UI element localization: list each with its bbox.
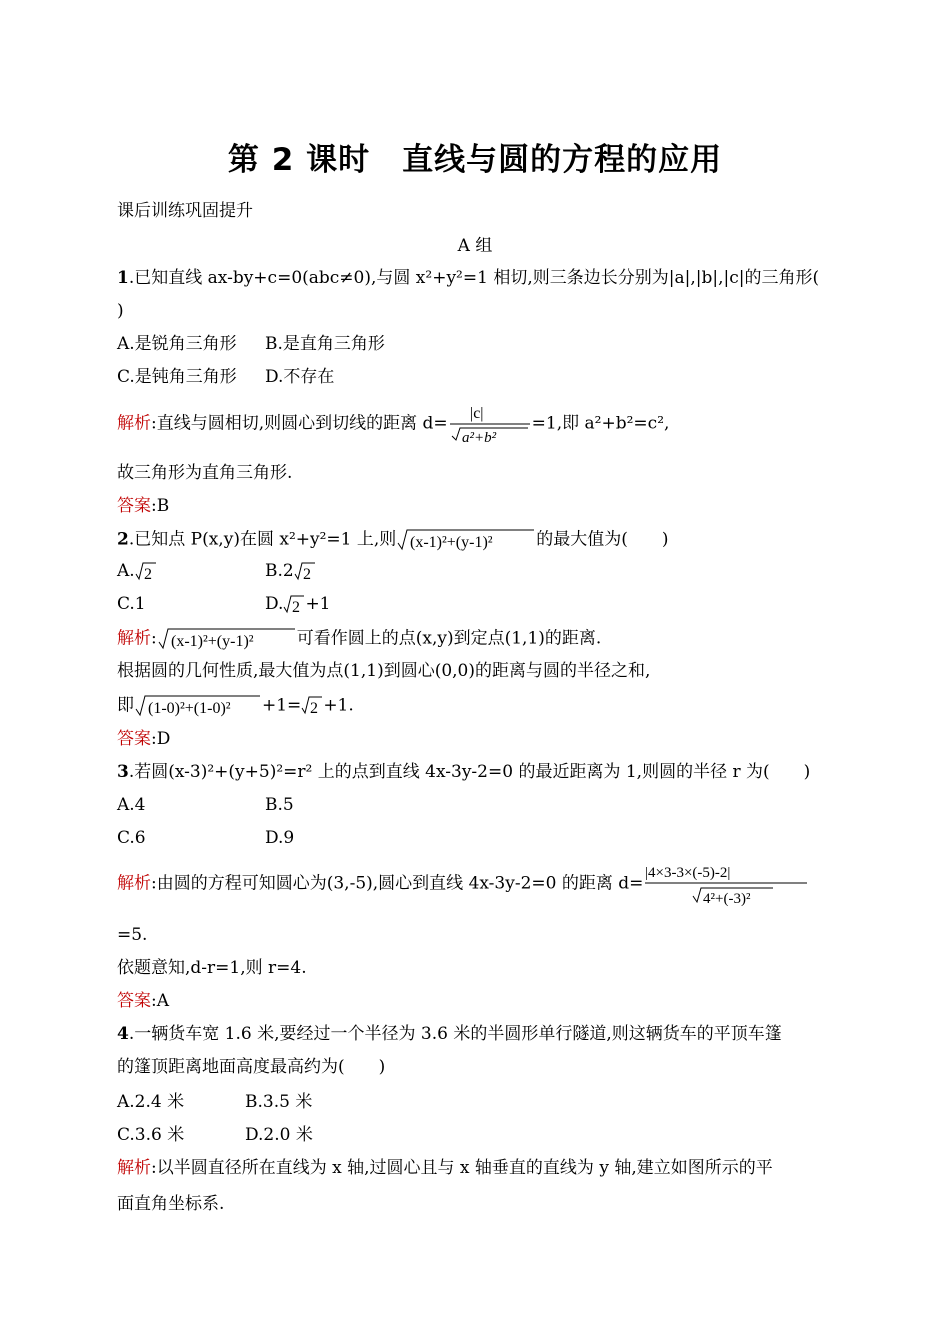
question-4	[117, 1023, 782, 1045]
answer-1	[117, 495, 169, 517]
page-title: 第 2 课时 直线与圆的方程的应用	[227, 142, 723, 178]
radicand: (x-1)²+(y-1)²	[410, 534, 493, 551]
option-d: D.2.0 米	[245, 1125, 313, 1145]
option-c: C.1	[117, 594, 146, 614]
analysis-1	[117, 860, 811, 908]
option-d: D.不存在	[265, 367, 335, 387]
question-text: .已知点 P(x,y)在圆 x²+y²=1 上,则	[128, 529, 397, 550]
fraction-numerator: |c|	[469, 405, 484, 422]
question-text: .若圆(x-3)²+(y+5)²=r² 上的点到直线 4x-3y-2=0 的最近距离为 1,则圆的半径 r 为( )	[128, 762, 811, 782]
answer-label: 答案	[117, 729, 151, 749]
analysis-text: :以半圆直径所在直线为 x 轴,过圆心且与 x 轴垂直的直线为 y 轴,建立如图所示的平	[151, 1158, 773, 1178]
analysis-label: 解析	[117, 873, 151, 894]
analysis-text: :由圆的方程可知圆心为(3,-5),圆心到直线 4x-3y-2=0 的距离 d=	[151, 873, 644, 894]
answer-label: 答案	[117, 991, 151, 1011]
options-row	[117, 593, 331, 616]
option-b: B.是直角三角形	[265, 334, 385, 354]
analysis-text: +1=	[262, 695, 302, 716]
sqrt-formula	[283, 594, 305, 616]
option-d-label: D.	[265, 594, 284, 614]
options-row	[117, 366, 334, 388]
sqrt-formula	[135, 561, 157, 583]
fraction-svg	[448, 402, 532, 446]
option-a: A.4	[117, 795, 146, 815]
question-text: .一辆货车宽 1.6 米,要经过一个半径为 3.6 米的半圆形单行隧道,则这辆货车的平顶车篷	[128, 1024, 782, 1044]
options-row	[117, 1091, 312, 1113]
answer-3	[117, 990, 169, 1012]
option-d-suffix: +1	[305, 594, 331, 614]
option-c: C.是钝角三角形	[117, 367, 237, 387]
answer-value: :D	[151, 729, 171, 749]
sqrt-formula	[301, 695, 323, 717]
fraction-formula	[643, 860, 811, 908]
option-b: B.5	[265, 795, 294, 815]
analysis-1	[117, 1157, 773, 1179]
option-a	[117, 560, 265, 583]
sqrt-svg	[157, 626, 297, 652]
question-3	[117, 761, 810, 783]
sqrt-formula	[157, 626, 297, 652]
option-b-label: B.2	[265, 561, 294, 581]
fraction-denominator: 4²+(-3)²	[703, 891, 751, 907]
analysis-text: =1,即 a²+b²=c²,	[531, 413, 670, 434]
radicand: (x-1)²+(y-1)²	[170, 633, 254, 650]
analysis-1: 解析: (x-1)²+(y-1)² 可看作圆上的点(x,y)到定点(1,1)的距离.	[117, 626, 601, 652]
question-number: 2	[117, 529, 129, 550]
group-label: A 组	[457, 236, 493, 256]
analysis-text: 即	[117, 695, 134, 716]
sqrt-svg	[396, 527, 536, 553]
options-row	[117, 560, 316, 583]
radicand: 2	[310, 700, 319, 717]
question-2	[117, 527, 669, 553]
analysis-2: 根据圆的几何性质,最大值为点(1,1)到圆心(0,0)的距离与圆的半径之和,	[117, 661, 651, 681]
option-c: C.3.6 米	[117, 1125, 185, 1145]
answer-2	[117, 728, 170, 750]
option-a: A.2.4 米	[117, 1092, 185, 1112]
option-a-label: A.	[117, 561, 135, 581]
option-c: C.6	[117, 828, 146, 848]
option-b: B.3.5 米	[245, 1092, 313, 1112]
option-a: A.是锐角三角形	[117, 334, 237, 354]
sqrt-svg	[283, 594, 305, 616]
radicand: (1-0)²+(1-0)²	[148, 700, 231, 717]
question-1-end: )	[117, 301, 124, 321]
option-b	[265, 560, 316, 583]
sqrt-formula	[294, 561, 316, 583]
fraction-denominator: a²+b²	[461, 430, 496, 446]
section-heading: 课后训练巩固提升	[117, 201, 253, 221]
question-1	[117, 267, 819, 289]
answer-label: 答案	[117, 496, 151, 516]
analysis-1	[117, 402, 669, 446]
sqrt-formula	[134, 693, 262, 719]
answer-value: :B	[151, 496, 170, 516]
sqrt-svg	[294, 561, 316, 583]
analysis-2: 面直角坐标系.	[117, 1194, 225, 1214]
analysis-label: 解析	[117, 1158, 151, 1178]
question-number: 4	[117, 1024, 129, 1044]
analysis-label: 解析	[117, 628, 151, 649]
option-d: D.9	[265, 828, 295, 848]
fraction-svg	[643, 860, 811, 908]
sqrt-formula	[396, 527, 536, 553]
analysis-3	[117, 693, 354, 719]
fraction-formula	[448, 402, 532, 446]
question-number: 1	[117, 268, 129, 288]
answer-value: :A	[151, 991, 170, 1011]
analysis-2: =5.	[117, 925, 148, 945]
question-4-cont: 的篷顶距离地面高度最高约为( )	[117, 1057, 386, 1077]
analysis-text: +1.	[323, 695, 354, 716]
option-d	[265, 593, 331, 616]
analysis-3: 依题意知,d-r=1,则 r=4.	[117, 958, 307, 978]
radicand: 2	[143, 565, 152, 583]
radicand: 2	[302, 565, 311, 583]
options-row	[117, 1124, 313, 1146]
question-text: 的最大值为( )	[536, 529, 669, 550]
options-row	[117, 333, 385, 355]
radicand: 2	[292, 598, 301, 616]
analysis-text: :直线与圆相切,则圆心到切线的距离 d=	[151, 413, 448, 434]
question-text: .已知直线 ax-by+c=0(abc≠0),与圆 x²+y²=1 相切,则三条边长分别为|a|,|b|,|c|的三角形(	[128, 268, 820, 288]
sqrt-svg	[135, 561, 157, 583]
options-row	[117, 827, 294, 849]
sqrt-svg	[134, 693, 262, 719]
sqrt-svg	[301, 695, 323, 717]
options-row	[117, 794, 294, 816]
analysis-label: 解析	[117, 413, 151, 434]
analysis-text: 可看作圆上的点(x,y)到定点(1,1)的距离.	[296, 628, 602, 649]
fraction-numerator: |4×3-3×(-5)-2|	[645, 865, 731, 881]
analysis-2: 故三角形为直角三角形.	[117, 463, 293, 483]
question-number: 3	[117, 762, 129, 782]
